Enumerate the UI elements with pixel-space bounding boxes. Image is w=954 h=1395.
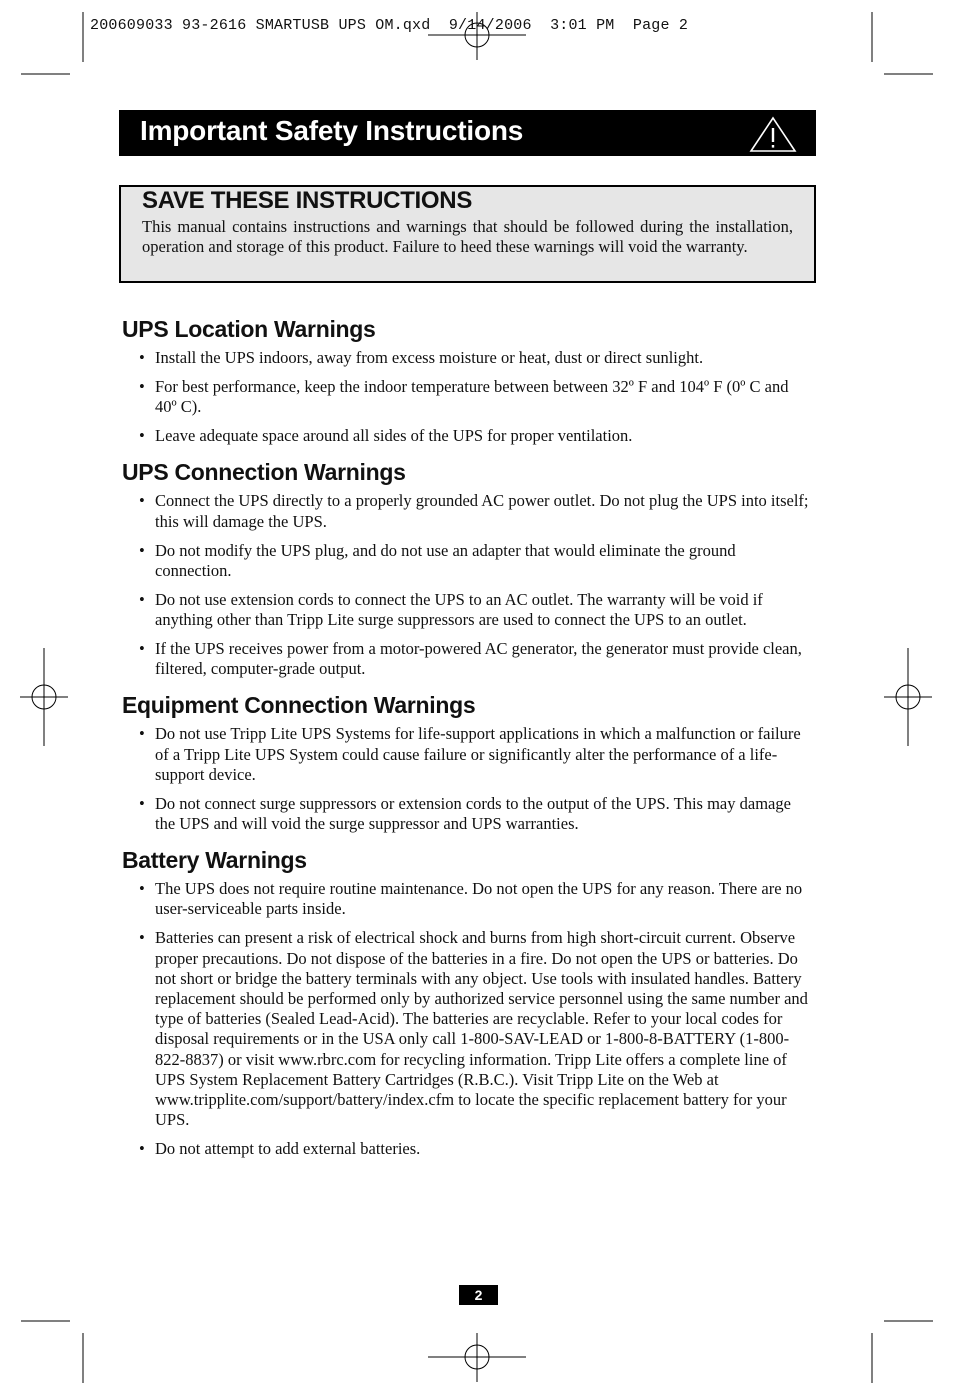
list-item: • Do not use Tripp Lite UPS Systems for life-support applications in which a malfunction or failure of a Tripp Lite UPS System could cause failure or significantly alter the performance of a life-support device.: [122, 724, 812, 785]
list-item: • Do not connect surge suppressors or extension cords to the output of the UPS. This may damage the UPS and will void the surge suppressor and UPS warranties.: [122, 794, 812, 834]
section-battery: [122, 845, 812, 1159]
file-slug: 200609033 93-2616 SMARTUSB UPS OM.qxd 9/14/2006 3:01 PM Page 2: [90, 17, 689, 34]
warning-triangle-icon: [748, 115, 798, 153]
section-heading: Equipment Connection Warnings: [122, 692, 476, 719]
save-box-text: This manual contains instructions and warnings that should be followed during the installation, operation and storage of this product. Failure to heed these warnings will void the warranty.: [142, 217, 793, 256]
section-ups-connection: [122, 457, 812, 679]
save-instructions-box: [119, 185, 816, 283]
section-heading: Battery Warnings: [122, 847, 307, 874]
list-item: • Do not attempt to add external batteries.: [122, 1139, 812, 1159]
save-box-title: SAVE THESE INSTRUCTIONS: [142, 187, 473, 214]
list-item: • Leave adequate space around all sides of the UPS for proper ventilation.: [122, 426, 812, 446]
bullet-list: [122, 348, 812, 446]
page-number: 2: [459, 1285, 498, 1305]
title-bar: [119, 110, 816, 156]
bullet-list: [122, 879, 812, 1159]
section-heading: UPS Connection Warnings: [122, 459, 406, 486]
section-equipment-connection: [122, 690, 812, 834]
list-item: • Do not modify the UPS plug, and do not use an adapter that would eliminate the ground connection.: [122, 541, 812, 581]
page-title: Important Safety Instructions: [140, 115, 524, 146]
bullet-list: [122, 724, 812, 834]
list-item: • If the UPS receives power from a motor-powered AC generator, the generator must provide clean, filtered, computer-grade output.: [122, 639, 812, 679]
list-item: • Batteries can present a risk of electrical shock and burns from high short-circuit current. Observe proper precautions. Do not dispose of the batteries in a fire. Do not open the UPS or batteries. Do not short or bridge the battery terminals with any object. Use tools with insulated handles. Battery replacement should be performed only by authorized service personnel using the same number and type of batteries (Sealed Lead-Acid). The batteries are recyclable. Refer to your local codes for disposal requirements or in the USA only call 1-800-SAV-LEAD or 1-800-8-BATTERY (1-800-822-8837) or visit www.rbrc.com for recycling information. Tripp Lite offers a complete line of UPS System Replacement Battery Cartridges (R.B.C.). Visit Tripp Lite on the Web at www.tripplite.com/support/battery/index.cfm to locate the specific replacement battery for your UPS.: [122, 928, 812, 1130]
list-item: • Connect the UPS directly to a properly grounded AC power outlet. Do not plug the UPS into itself; this will damage the UPS.: [122, 491, 812, 531]
list-item: • The UPS does not require routine maintenance. Do not open the UPS for any reason. There are no user-serviceable parts inside.: [122, 879, 812, 919]
list-item: • Do not use extension cords to connect the UPS to an AC outlet. The warranty will be void if anything other than Tripp Lite surge suppressors are used to connect the UPS to an outlet.: [122, 590, 812, 630]
warnings-content: [122, 314, 812, 1170]
list-item: • For best performance, keep the indoor temperature between between 32º F and 104º F (0º C and 40º C).: [122, 377, 812, 417]
section-heading: UPS Location Warnings: [122, 316, 376, 342]
section-ups-location: [122, 314, 812, 446]
bullet-list: [122, 491, 812, 679]
list-item: • Install the UPS indoors, away from excess moisture or heat, dust or direct sunlight.: [122, 348, 812, 368]
